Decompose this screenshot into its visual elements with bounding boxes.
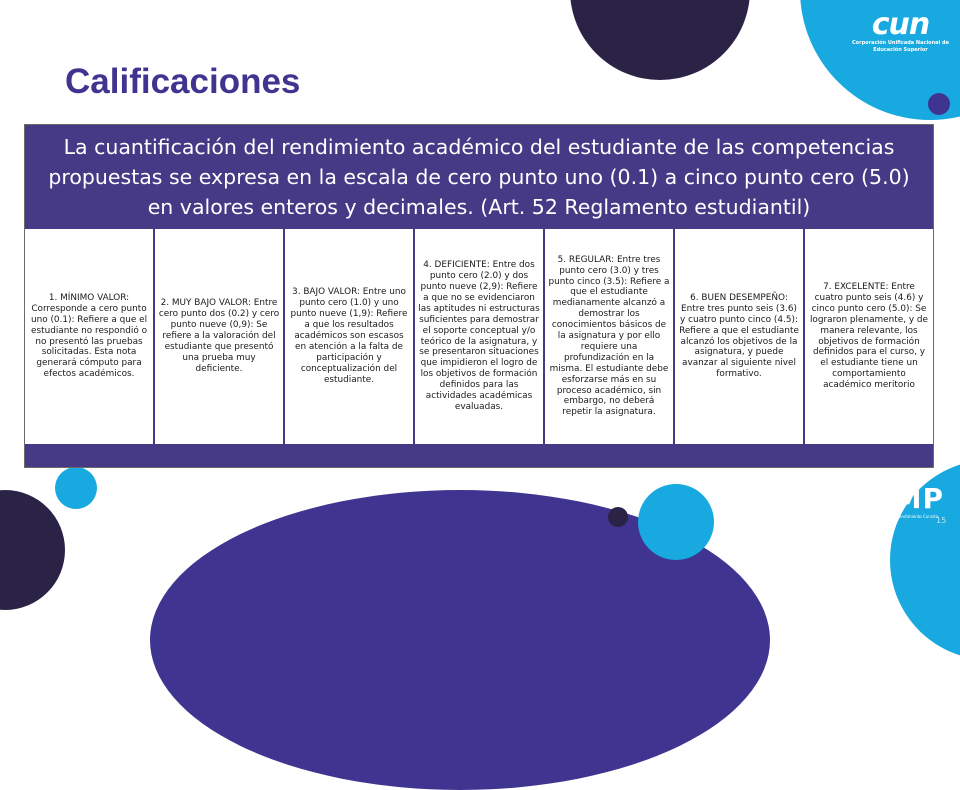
decorative-circle-dark-top [570,0,750,80]
level-cell-bajo-valor [285,229,413,444]
slide-number: 15 [936,516,947,525]
decorative-circle-blue-bottom [638,484,714,560]
cun-logo-caption: Corporación Unificada Nacional de Educación Superior [852,40,949,53]
level-cell-minimo-valor [25,229,153,444]
level-text: 2. MUY BAJO VALOR: Entre cero punto dos (0.2) y cero punto nueve (0,9): Se refiere a la valoración del estudiante que presentó una prueba muy deficiente. [158,298,280,374]
cun-logo-mark: cun [871,7,930,42]
level-cell-muy-bajo-valor [155,229,283,444]
cemp-logo-mark: CEMP [851,482,945,515]
decorative-circle-dark-left [0,490,65,610]
grading-panel [24,124,934,468]
level-cell-excelente [805,229,933,444]
level-text: 3. BAJO VALOR: Entre uno punto cero (1.0) y uno punto nueve (1,9): Refiere a que los resultados académicos son escasos en atención a la falta de participación y conceptualización del estudiante. [290,287,408,385]
level-text: 7. EXCELENTE: Entre cuatro punto seis (4.6) y cinco punto cero (5.0): Se lograron plenamente, y de manera relevante, los objetivos de formación definidos para el curso, y el estudiante tiene un comportamiento académico meritorio [809,281,929,391]
level-text: 6. BUEN DESEMPEÑO: Entre tres punto seis (3.6) y cuatro punto cinco (4.5): Refiere a que el estudiante alcanzó los objetivos de la asignatura, y puede avanzar al siguiente nivel formativo. [679,292,799,380]
cun-logo [848,7,953,54]
decorative-dot-purple [928,93,950,115]
level-text: 1. MÍNIMO VALOR: Corresponde a cero punto uno (0.1): Refiere a que el estudiante no respondió o no presentó las pruebas solicitadas. Esta nota generará cómputo para efectos académicos. [30,292,148,380]
grading-levels [25,229,933,444]
decorative-dot-dark [608,507,628,527]
level-cell-regular [545,229,673,444]
decorative-circle-blue-left [55,467,97,509]
level-cell-buen-desempeno [675,229,803,444]
cemp-logo-caption: Biomédicos de Emprendimiento Cunista [857,514,939,519]
level-text: 4. DEFICIENTE: Entre dos punto cero (2.0) y dos punto nueve (2,9): Refiere a que no se evidenciaron las aptitudes ni estructuras suficientes para demostrar el soporte conceptual y/o teórico de la asignatura, y se presentaron situaciones que impidieron el logro de los objetivos de formación definidos para las actividades académicas evaluadas. [418,260,540,412]
grading-scale-description: La cuantificación del rendimiento académico del estudiante de las competencias propuestas se expresa en la escala de cero punto uno (0.1) a cinco punto cero (5.0) en valores enteros y decimales. (Art. 52 Reglamento estudiantil) [48,135,910,219]
level-cell-deficiente [415,229,543,444]
level-text: 5. REGULAR: Entre tres punto cero (3.0) y tres punto cinco (3.5): Refiere a que el estudiante medianamente alcanzó a demostrar los conocimientos básicos de la asignatura y por ello requiere una profundización en la misma. El estudiante debe esforzarse más en su proceso académico, sin embargo, no deberá repetir la asignatura. [548,254,670,418]
cemp-logo [843,484,953,520]
page-title: Calificaciones [65,62,301,101]
